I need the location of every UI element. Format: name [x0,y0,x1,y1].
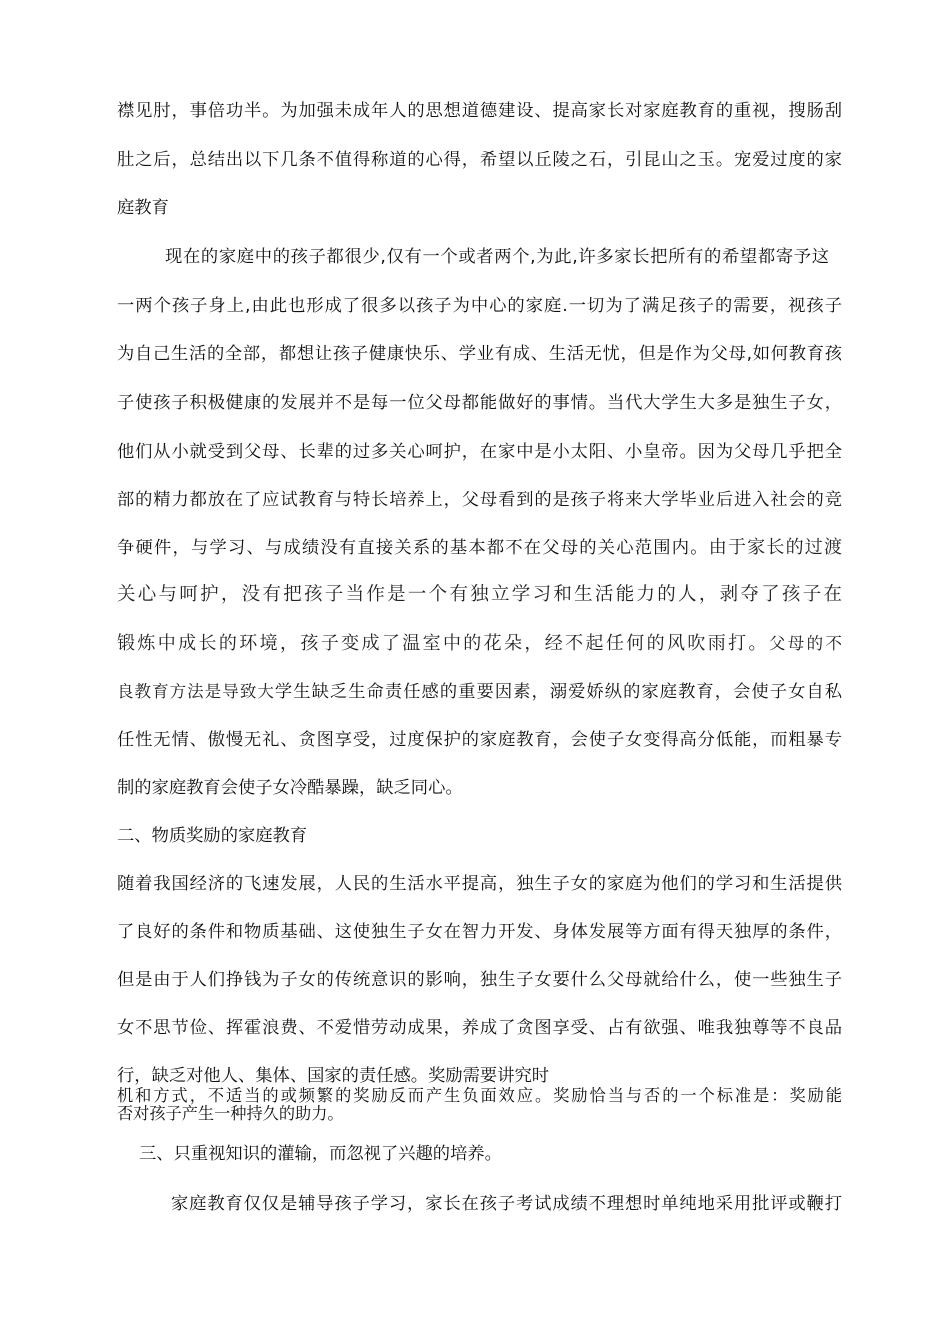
paragraph-line: 行，缺乏对他人、集体、国家的责任感。奖励需要讲究时 [117,1066,550,1086]
text-run: 学生缺乏生命责任感的重要因素，溺爱娇纵的家庭教育，会使子女自私 [274,682,843,702]
section-heading: 二、物质奖励的家庭教育 [117,826,308,846]
section-heading: 三、只重视知识的灌输，而忽视了兴趣的培养。 [139,1144,502,1164]
paragraph-line: 庭教育 [117,198,169,218]
paragraph-line: 随着我国经济的飞速发展，人民的生活水平提高，独生子女的家庭为他们的学习和生活提供 [117,874,842,894]
paragraph-line [117,680,842,704]
paragraph-line: 肚之后，总结出以下几条不值得称道的心得，希望以丘陵之石，引昆山之玉。宠爱过度的家 [117,150,842,170]
paragraph-line: 任性无情、傲慢无礼、贪图享受，过度保护的家庭教育，会使子女变得高分低能，而粗暴专 [117,730,842,750]
paragraph-line: 家庭教育仅仅是辅导孩子学习，家长在孩子考试成绩不理想时单纯地采用批评或鞭打 [171,1194,842,1214]
paragraph-line [117,632,842,656]
paragraph-line: 现在的家庭中的孩子都很少,仅有一个或者两个,为此,许多家长把所有的希望都寄予这 [165,247,829,267]
text-run: 良教育方法是导致大 [117,682,275,701]
paragraph-line: 襟见肘，事倍功半。为加强未成年人的思想道德建设、提高家长对家庭教育的重视，搜肠刮 [117,101,842,121]
paragraph-line: 关心与呵护，没有把孩子当作是一个有独立学习和生活能力的人，剥夺了孩子在 [117,584,842,605]
text-run: 父母的不 [768,634,843,653]
text-run: 争硬件，与学习、与成绩没有直接关系的基本都不在父母的关心范围内。 [117,538,709,558]
paragraph-line: 机和方式，不适当的或频繁的奖励反而产生负面效应。奖励恰当与否的一个标准是：奖励能 [117,1086,842,1105]
paragraph-line: 女不思节俭、挥霍浪费、不爱惜劳动成果，养成了贪图享受、占有欲强、唯我独尊等不良品 [117,1018,842,1038]
paragraph-line: 但是由于人们挣钱为子女的传统意识的影响，独生子女要什么父母就给什么，使一些独生子 [117,970,842,990]
paragraph-line: 子使孩子积极健康的发展并不是每一位父母都能做好的事情。当代大学生大多是独生子女， [117,393,842,413]
paragraph-line: 否对孩子产生一种持久的助力。 [117,1104,344,1123]
paragraph-line: 制的家庭教育会使子女冷酷暴躁，缺乏同心。 [117,778,463,798]
paragraph-line: 部的精力都放在了应试教育与特长培养上，父母看到的是孩子将来大学毕业后进入社会的竞 [117,490,842,510]
paragraph-line: 一两个孩子身上,由此也形成了很多以孩子为中心的家庭.一切为了满足孩子的需要，视孩子 [117,296,842,316]
text-run: 锻炼中成长的环境，孩子变成了温室中的花朵，经不起任何的风吹雨打。 [117,633,769,654]
paragraph-line: 他们从小就受到父母、长辈的过多关心呵护，在家中是小太阳、小皇帝。因为父母几乎把全 [117,442,842,462]
paragraph-line: 了良好的条件和物质基础、这使独生子女在智力开发、身体发展等方面有得天独厚的条件， [117,922,842,942]
paragraph-line: 为自己生活的全部，都想让孩子健康快乐、学业有成、生活无忧，但是作为父母,如何教育孩 [117,344,842,364]
paragraph-line [117,536,842,560]
text-run: 由于家长的过渡 [708,537,842,558]
